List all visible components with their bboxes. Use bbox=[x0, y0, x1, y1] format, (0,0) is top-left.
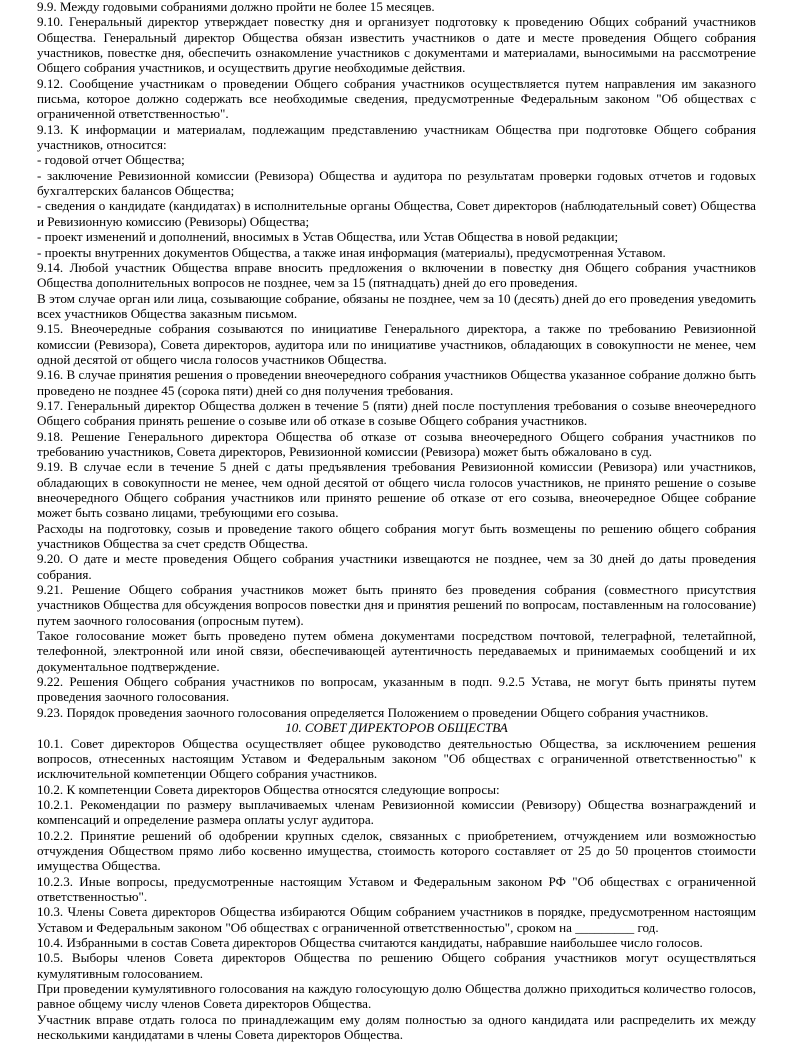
paragraph: 9.17. Генеральный директор Общества должен в течение 5 (пяти) дней после поступления требования о созыве внеочередного Общего собрания принять решение о созыве или об отказе в созыве Общего собрания участников. bbox=[37, 398, 756, 429]
paragraph: 10.4. Избранными в состав Совета директоров Общества считаются кандидаты, набравшие наибольшее число голосов. bbox=[37, 935, 756, 950]
paragraph: - сведения о кандидате (кандидатах) в исполнительные органы Общества, Совет директоров (наблюдательный совет) Общества и Ревизионную комиссию (Ревизоры) Общества; bbox=[37, 198, 756, 229]
paragraph: 10.2.1. Рекомендации по размеру выплачиваемых членам Ревизионной комиссии (Ревизору) Общества вознаграждений и компенсаций и определение размера оплаты услуг аудитора. bbox=[37, 797, 756, 828]
paragraph: 10.5. Выборы членов Совета директоров Общества по решению Общего собрания участников могут осуществляться кумулятивным голосованием. bbox=[37, 950, 756, 981]
paragraph: 9.23. Порядок проведения заочного голосования определяется Положением о проведении Общего собрания участников. bbox=[37, 705, 756, 720]
paragraph: - заключение Ревизионной комиссии (Ревизора) Общества и аудитора по результатам проверки годовых отчетов и годовых бухгалтерских балансов Общества; bbox=[37, 168, 756, 199]
paragraph: 10.2.2. Принятие решений об одобрении крупных сделок, связанных с приобретением, отчуждением или возможностью отчуждения Обществом прямо либо косвенно имущества, стоимость которого составляет от 25 до 50 процентов стоимости имущества Общества. bbox=[37, 828, 756, 874]
paragraph: 9.10. Генеральный директор утверждает повестку дня и организует подготовку к проведению Общих собраний участников Общества. Генеральный директор Общества обязан известить участников о дате и месте проведения Общего собрания участников, повестке дня, обеспечить ознакомление участников с документами и материалами, выносимыми на рассмотрение Общего собрания участников, и осуществить другие необходимые действия. bbox=[37, 14, 756, 75]
paragraph: 9.18. Решение Генерального директора Общества об отказе от созыва внеочередного Общего собрания участников по требованию участников, Совета директоров, Ревизионной комиссии (Ревизора) может быть обжаловано в суд. bbox=[37, 429, 756, 460]
paragraph: Такое голосование может быть проведено путем обмена документами посредством почтовой, телеграфной, телетайпной, телефонной, электронной или иной связи, обеспечивающей аутентичность передаваемых и принимаемых сообщений и их документальное подтверждение. bbox=[37, 628, 756, 674]
paragraph: 9.14. Любой участник Общества вправе вносить предложения о включении в повестку дня Общего собрания участников Общества дополнительных вопросов не позднее, чем за 15 (пятнадцать) дней до его проведения. bbox=[37, 260, 756, 291]
paragraph: - годовой отчет Общества; bbox=[37, 152, 756, 167]
paragraph: 10.1. Совет директоров Общества осуществляет общее руководство деятельностью Общества, за исключением решения вопросов, отнесенных настоящим Уставом и Федеральным законом "Об обществах с ограниченной ответственностью" к исключительной компетенции Общего собрания участников. bbox=[37, 736, 756, 782]
paragraph: Участник вправе отдать голоса по принадлежащим ему долям полностью за одного кандидата или распределить их между несколькими кандидатами в члены Совета директоров Общества. bbox=[37, 1012, 756, 1042]
paragraph: 10.2.3. Иные вопросы, предусмотренные настоящим Уставом и Федеральным законом РФ "Об обществах с ограниченной ответственностью". bbox=[37, 874, 756, 905]
paragraph: 10.3. Члены Совета директоров Общества избираются Общим собранием участников в порядке, предусмотренном настоящим Уставом и Федеральным законом "Об обществах с ограниченной ответственностью", сроком на _________ год. bbox=[37, 904, 756, 935]
section-9-body bbox=[37, 0, 756, 720]
paragraph: 9.15. Внеочередные собрания созываются по инициативе Генерального директора, а также по требованию Ревизионной комиссии (Ревизора), Совета директоров, аудитора или по инициативе участников, обладающих в совокупности не менее, чем одной десятой от общего числа голосов участников Общества. bbox=[37, 321, 756, 367]
paragraph: 9.21. Решение Общего собрания участников может быть принято без проведения собрания (совместного присутствия участников Общества для обсуждения вопросов повестки дня и принятия решений по вопросам, поставленным на голосование) путем заочного голосования (опросным путем). bbox=[37, 582, 756, 628]
paragraph: 9.20. О дате и месте проведения Общего собрания участники извещаются не позднее, чем за 30 дней до даты проведения собрания. bbox=[37, 551, 756, 582]
paragraph: Расходы на подготовку, созыв и проведение такого общего собрания могут быть возмещены по решению общего собрания участников Общества за счет средств Общества. bbox=[37, 521, 756, 552]
paragraph: 9.12. Сообщение участникам о проведении Общего собрания участников осуществляется путем направления им заказного письма, которое должно содержать все необходимые сведения, предусмотренные Федеральным законом "Об обществах с ограниченной ответственностью". bbox=[37, 76, 756, 122]
paragraph: В этом случае орган или лица, созывающие собрание, обязаны не позднее, чем за 10 (десять) дней до его проведения уведомить всех участников Общества заказным письмом. bbox=[37, 291, 756, 322]
section-10-body bbox=[37, 736, 756, 1042]
paragraph: - проект изменений и дополнений, вносимых в Устав Общества, или Устав Общества в новой редакции; bbox=[37, 229, 756, 244]
paragraph: 9.9. Между годовыми собраниями должно пройти не более 15 месяцев. bbox=[37, 0, 756, 14]
paragraph: 10.2. К компетенции Совета директоров Общества относятся следующие вопросы: bbox=[37, 782, 756, 797]
document-page bbox=[37, 0, 756, 1042]
paragraph: - проекты внутренних документов Общества, а также иная информация (материалы), предусмотренная Уставом. bbox=[37, 245, 756, 260]
paragraph: 9.22. Решения Общего собрания участников по вопросам, указанным в подп. 9.2.5 Устава, не могут быть приняты путем проведения заочного голосования. bbox=[37, 674, 756, 705]
paragraph: При проведении кумулятивного голосования на каждую голосующую долю Общества должно приходиться количество голосов, равное общему числу членов Совета директоров Общества. bbox=[37, 981, 756, 1012]
paragraph: 9.13. К информации и материалам, подлежащим представлению участникам Общества при подготовке Общего собрания участников, относится: bbox=[37, 122, 756, 153]
paragraph: 9.16. В случае принятия решения о проведении внеочередного собрания участников Общества указанное собрание должно быть проведено не позднее 45 (сорока пяти) дней со дня получения требования. bbox=[37, 367, 756, 398]
paragraph: 9.19. В случае если в течение 5 дней с даты предъявления требования Ревизионной комиссии (Ревизора) или участников, обладающих в совокупности не менее, чем одной десятой от общего числа голосов участников, не принято решение о созыве внеочередного Общего собрания участников или принято решение об отказе от его созыва, внеочередное Общее собрание может быть созвано лицами, требующими его созыва. bbox=[37, 459, 756, 520]
section-heading: 10. СОВЕТ ДИРЕКТОРОВ ОБЩЕСТВА bbox=[37, 720, 756, 735]
